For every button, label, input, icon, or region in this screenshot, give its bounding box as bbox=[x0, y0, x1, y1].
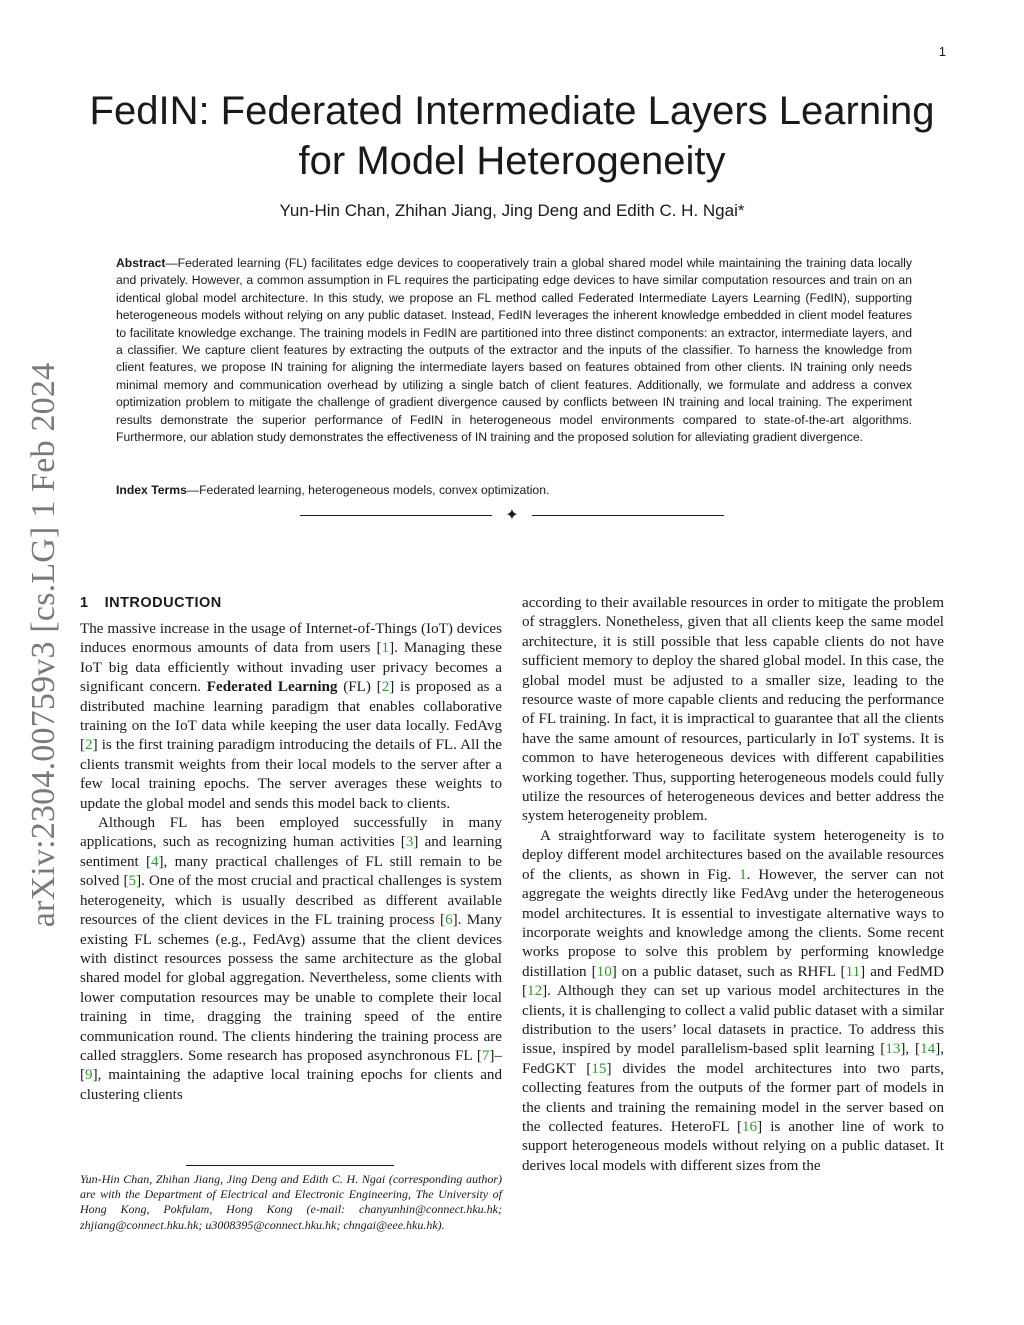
text-run: (FL) [ bbox=[337, 679, 382, 696]
citation-link[interactable]: 10 bbox=[596, 963, 612, 980]
section-separator bbox=[300, 506, 724, 526]
text-run: ] divides the model architectures into two parts, collecting features from the outputs of the former part of models in the clients and training the remaining model in the server based on the collected features. HeteroFL [ bbox=[522, 1060, 944, 1135]
bold-term: Federated Learning bbox=[206, 679, 338, 696]
text-run: . However, the server can not aggregate the weights directly like FedAvg under the heterogeneous model architectures. It is essential to investigate alternative ways to incorporate weights and knowledge among the clients. Some recent works propose to solve this problem by performing knowledge distillation [ bbox=[522, 866, 944, 980]
text-run: ], FedGKT [ bbox=[522, 1041, 944, 1077]
text-run: ]. One of the most crucial and practical challenges is system heterogeneity, which is usually described as different available resources of the client devices in the FL training process [ bbox=[80, 873, 502, 929]
citation-link[interactable]: 2 bbox=[85, 737, 93, 754]
intro-paragraph-3: according to their available resources in order to mitigate the problem of stragglers. Nonetheless, given that all clients keep the same model architecture, it is still possible that less capable clients do not have sufficient memory to deploy the shared global model. In this case, the global model must be adjusted to a smaller size, leading to the resource waste of more capable clients and reducing the performance of FL training. In fact, it is impractical to guarantee that all the clients have the same amount of resources, particularly in IoT systems. It is common to have heterogeneous devices with different capabilities working together. Thus, supporting heterogeneous models could fully utilize the resources of heterogeneous devices and better address the system heterogeneity problem. bbox=[522, 595, 944, 825]
text-run: ] is proposed as a distributed machine learning paradigm that enables collaborative training on the IoT data while keeping the user data locally. FedAvg [ bbox=[80, 679, 502, 754]
text-run: ]. Many existing FL schemes (e.g., FedAvg) assume that the client devices with distinct resources possess the same architecture as the global shared model for global aggregation. Nevertheless, some clients with lower computation resources may be unable to complete their local training in time, dragging the training speed of the entire communication round. The clients hindering the training process are called stragglers. Some research has proposed asynchronous FL [ bbox=[80, 912, 503, 1064]
separator-rule-right bbox=[532, 515, 724, 516]
citation-link[interactable]: 15 bbox=[591, 1060, 607, 1077]
text-run: ] and FedMD [ bbox=[522, 963, 945, 1000]
index-terms-text: —Federated learning, heterogeneous models, convex optimization. bbox=[186, 483, 550, 497]
section-number: 1 bbox=[80, 595, 89, 611]
intro-paragraph-2 bbox=[80, 814, 502, 1105]
right-column bbox=[522, 594, 944, 1176]
separator-rule-left bbox=[300, 515, 492, 516]
text-run: ]–[ bbox=[80, 1047, 502, 1084]
arxiv-identifier-stamp bbox=[18, 360, 70, 930]
citation-link[interactable]: 9 bbox=[85, 1067, 93, 1084]
citation-link[interactable]: 5 bbox=[128, 873, 137, 890]
arxiv-identifier-text: arXiv:2304.00759v3 [cs.LG] 1 Feb 2024 bbox=[25, 362, 62, 928]
section-title: INTRODUCTION bbox=[104, 595, 222, 611]
text-run: ] is another line of work to support heterogeneous models without relying on a public dataset. It derives local models with different sizes from the bbox=[522, 1118, 944, 1174]
index-terms bbox=[116, 482, 912, 499]
abstract bbox=[116, 255, 912, 446]
citation-link[interactable]: 13 bbox=[885, 1041, 901, 1058]
abstract-label: Abstract bbox=[116, 256, 166, 270]
citation-link[interactable]: 4 bbox=[150, 853, 159, 870]
citation-link[interactable]: 12 bbox=[527, 983, 543, 1000]
section-heading bbox=[80, 594, 502, 612]
intro-paragraph-1 bbox=[80, 620, 502, 814]
text-run: A straightforward way to facilitate system heterogeneity is to deploy different model architectures based on the available resources of the clients, as shown in Fig. bbox=[522, 827, 944, 883]
index-terms-label: Index Terms bbox=[116, 483, 187, 497]
citation-link[interactable]: 16 bbox=[741, 1118, 758, 1135]
paper-title-line-1: FedIN: Federated Intermediate Layers Learning bbox=[89, 89, 935, 133]
author-affiliation-footnote: Yun-Hin Chan, Zhihan Jiang, Jing Deng and Edith C. H. Ngai (corresponding author) are with the Department of Electrical and Electronic Engineering, The University of Hong Kong, Pokfulam, Hong Kong (e-mail: chanyunhin@connect.hku.hk; zhjiang@connect.hku.hk; u3008395@connect.hku.hk; chngai@eee.hku.hk). bbox=[80, 1172, 502, 1232]
intro-paragraph-4 bbox=[522, 827, 944, 1176]
abstract-text: —Federated learning (FL) facilitates edge devices to cooperatively train a global shared model while maintaining the training data locally and privately. However, a common assumption in FL requires the participating edge devices to have similar computation resources and train on an identical global model architecture. In this study, we propose an FL method called Federated Intermediate Layers Learning (FedIN), supporting heterogeneous models without relying on any public dataset. Instead, FedIN leverages the inherent knowledge embedded in client model features to facilitate knowledge exchange. The training models in FedIN are partitioned into three distinct components: an extractor, intermediate layers, and a classifier. We capture client features by extracting the outputs of the extractor and the inputs of the classifier. To harness the knowledge from client features, we propose IN training for aligning the intermediate layers based on features obtained from other clients. IN training only needs minimal memory and communication overhead by utilizing a single batch of client features. Additionally, we formulate and address a convex optimization problem to mitigate the challenge of gradient divergence caused by conflicts between IN training and local training. The experiment results demonstrate the superior performance of FedIN in heterogeneous model environments compared to state-of-the-art algorithms. Furthermore, our ablation study demonstrates the effectiveness of IN training and the proposed solution for alleviating gradient divergence. bbox=[116, 256, 912, 445]
page-number: 1 bbox=[938, 44, 946, 59]
text-run: ]. Although they can set up various model architectures in the clients, it is challenging to collect a valid public dataset with a similar distribution to the users’ local datasets in practice. To address this issue, inspired by model parallelism-based split learning [ bbox=[522, 983, 944, 1058]
text-run: ] on a public dataset, such as RHFL [ bbox=[611, 963, 846, 980]
citation-link[interactable]: 6 bbox=[445, 912, 453, 929]
citation-link[interactable]: 11 bbox=[845, 963, 861, 980]
text-run: The massive increase in the usage of Internet-of-Things (IoT) devices induces enormous amounts of data from users [ bbox=[80, 621, 502, 657]
text-run: ] and learning sentiment [ bbox=[80, 834, 502, 870]
text-run: ], maintaining the adaptive local training epochs for clients and clustering clients bbox=[80, 1067, 502, 1103]
text-run: ] is the first training paradigm introducing the details of FL. All the clients transmit weights from their local models to the server after a few local training epochs. The server averages these weights to update the global model and sends this model back to clients. bbox=[80, 737, 502, 812]
separator-diamond-icon: ✦ bbox=[505, 507, 519, 524]
citation-link[interactable]: 3 bbox=[405, 834, 414, 851]
text-run: ], [ bbox=[900, 1041, 921, 1058]
citation-link[interactable]: 1 bbox=[381, 640, 390, 657]
footnote-rule bbox=[186, 1165, 394, 1166]
citation-link[interactable]: 7 bbox=[481, 1047, 490, 1064]
text-run: ], many practical challenges of FL still remain to be solved [ bbox=[80, 853, 502, 890]
paper-title-line-2: for Model Heterogeneity bbox=[298, 139, 726, 183]
paper-title bbox=[60, 86, 964, 186]
left-column bbox=[80, 594, 502, 1105]
figure-reference-link[interactable]: 1 bbox=[739, 866, 747, 883]
citation-link[interactable]: 14 bbox=[920, 1041, 936, 1058]
text-run: ]. Managing these IoT big data efficiently without invading user privacy becomes a significant concern. bbox=[80, 640, 503, 696]
citation-link[interactable]: 2 bbox=[381, 679, 390, 696]
text-run: Although FL has been employed successfully in many applications, such as recognizing human activities [ bbox=[80, 815, 502, 851]
author-list: Yun-Hin Chan, Zhihan Jiang, Jing Deng and Edith C. H. Ngai* bbox=[279, 201, 745, 220]
